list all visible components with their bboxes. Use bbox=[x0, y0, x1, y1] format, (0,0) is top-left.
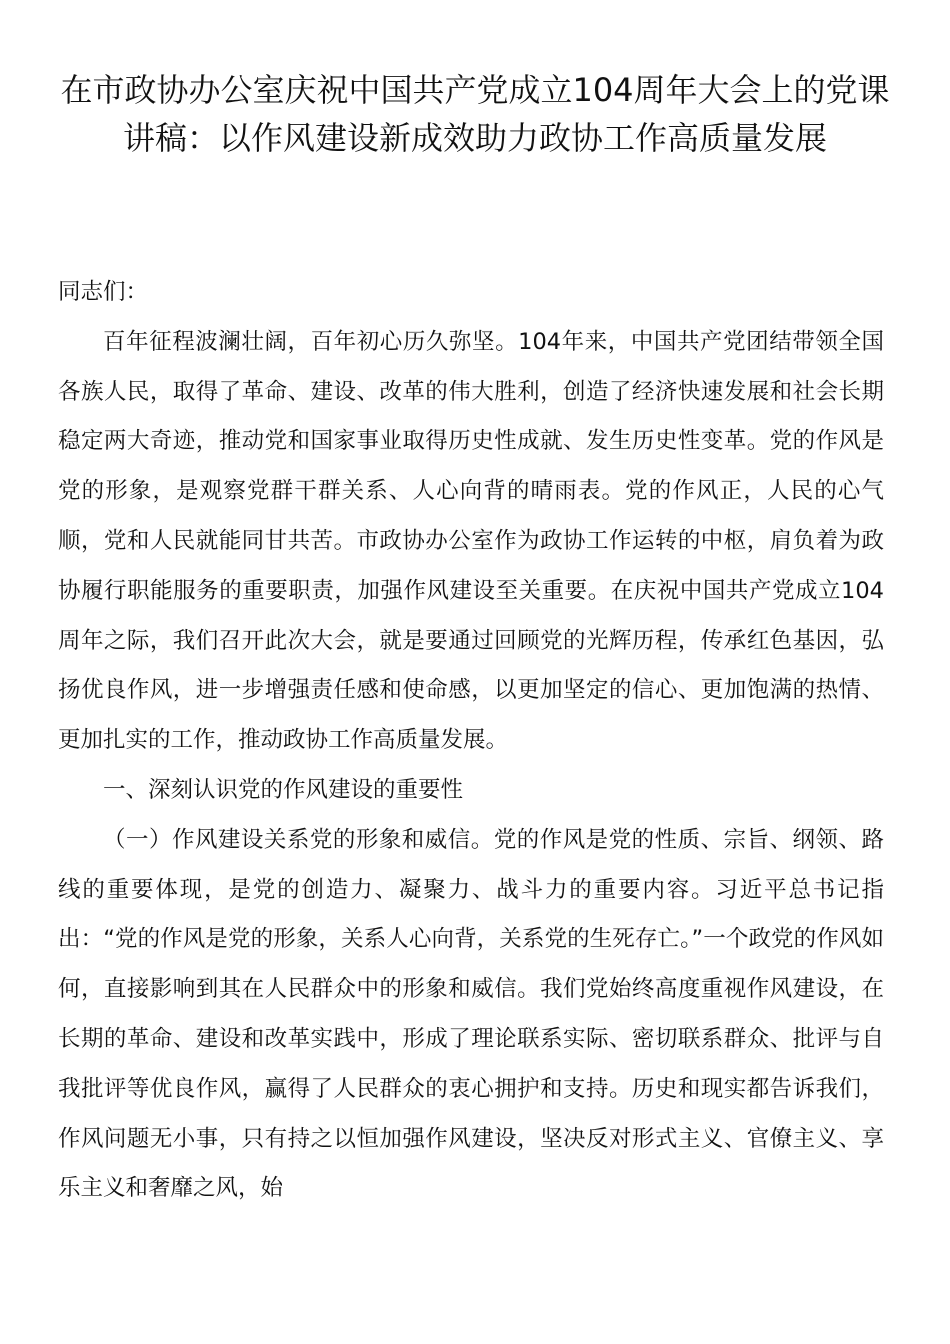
paragraph-1-1: （一）作风建设关系党的形象和威信。党的作风是党的性质、宗旨、纲领、路线的重要体现，是党的创造力、凝聚力、战斗力的重要内容。习近平总书记指出：“党的作风是党的形象，关系人心向背，关系党的生死存亡。”一个政党的作风如何，直接影响到其在人民群众中的形象和威信。我们党始终高度重视作风建设，在长期的革命、建设和改革实践中，形成了理论联系实际、密切联系群众、批评与自我批评等优良作风，赢得了人民群众的衷心拥护和支持。历史和现实都告诉我们，作风问题无小事，只有持之以恒加强作风建设，坚决反对形式主义、官僚主义、享乐主义和奢靡之风，始 bbox=[58, 826, 884, 1202]
document-title: 在市政协办公室庆祝中国共产党成立104周年大会上的党课讲稿：以作风建设新成效助力政协工作高质量发展 bbox=[60, 71, 890, 157]
salutation: 同志们： bbox=[58, 279, 149, 305]
section-heading-1: 一、深刻认识党的作风建设的重要性 bbox=[103, 776, 464, 803]
paragraph-intro: 百年征程波澜壮阔，百年初心历久弥坚。104年来，中国共产党团结带领全国各族人民，取得了革命、建设、改革的伟大胜利，创造了经济快速发展和社会长期稳定两大奇迹，推动党和国家事业取得历史性成就、发生历史性变革。党的作风是党的形象，是观察党群干群关系、人心向背的晴雨表。党的作风正，人民的心气顺，党和人民就能同甘共苦。市政协办公室作为政协工作运转的中枢，肩负着为政协履行职能服务的重要职责，加强作风建设至关重要。在庆祝中国共产党成立104周年之际，我们召开此次大会，就是要通过回顾党的光辉历程，传承红色基因，弘扬优良作风，进一步增强责任感和使命感，以更加坚定的信心、更加饱满的热情、更加扎实的工作，推动政协工作高质量发展。 bbox=[58, 328, 884, 754]
document-body bbox=[58, 268, 884, 1214]
